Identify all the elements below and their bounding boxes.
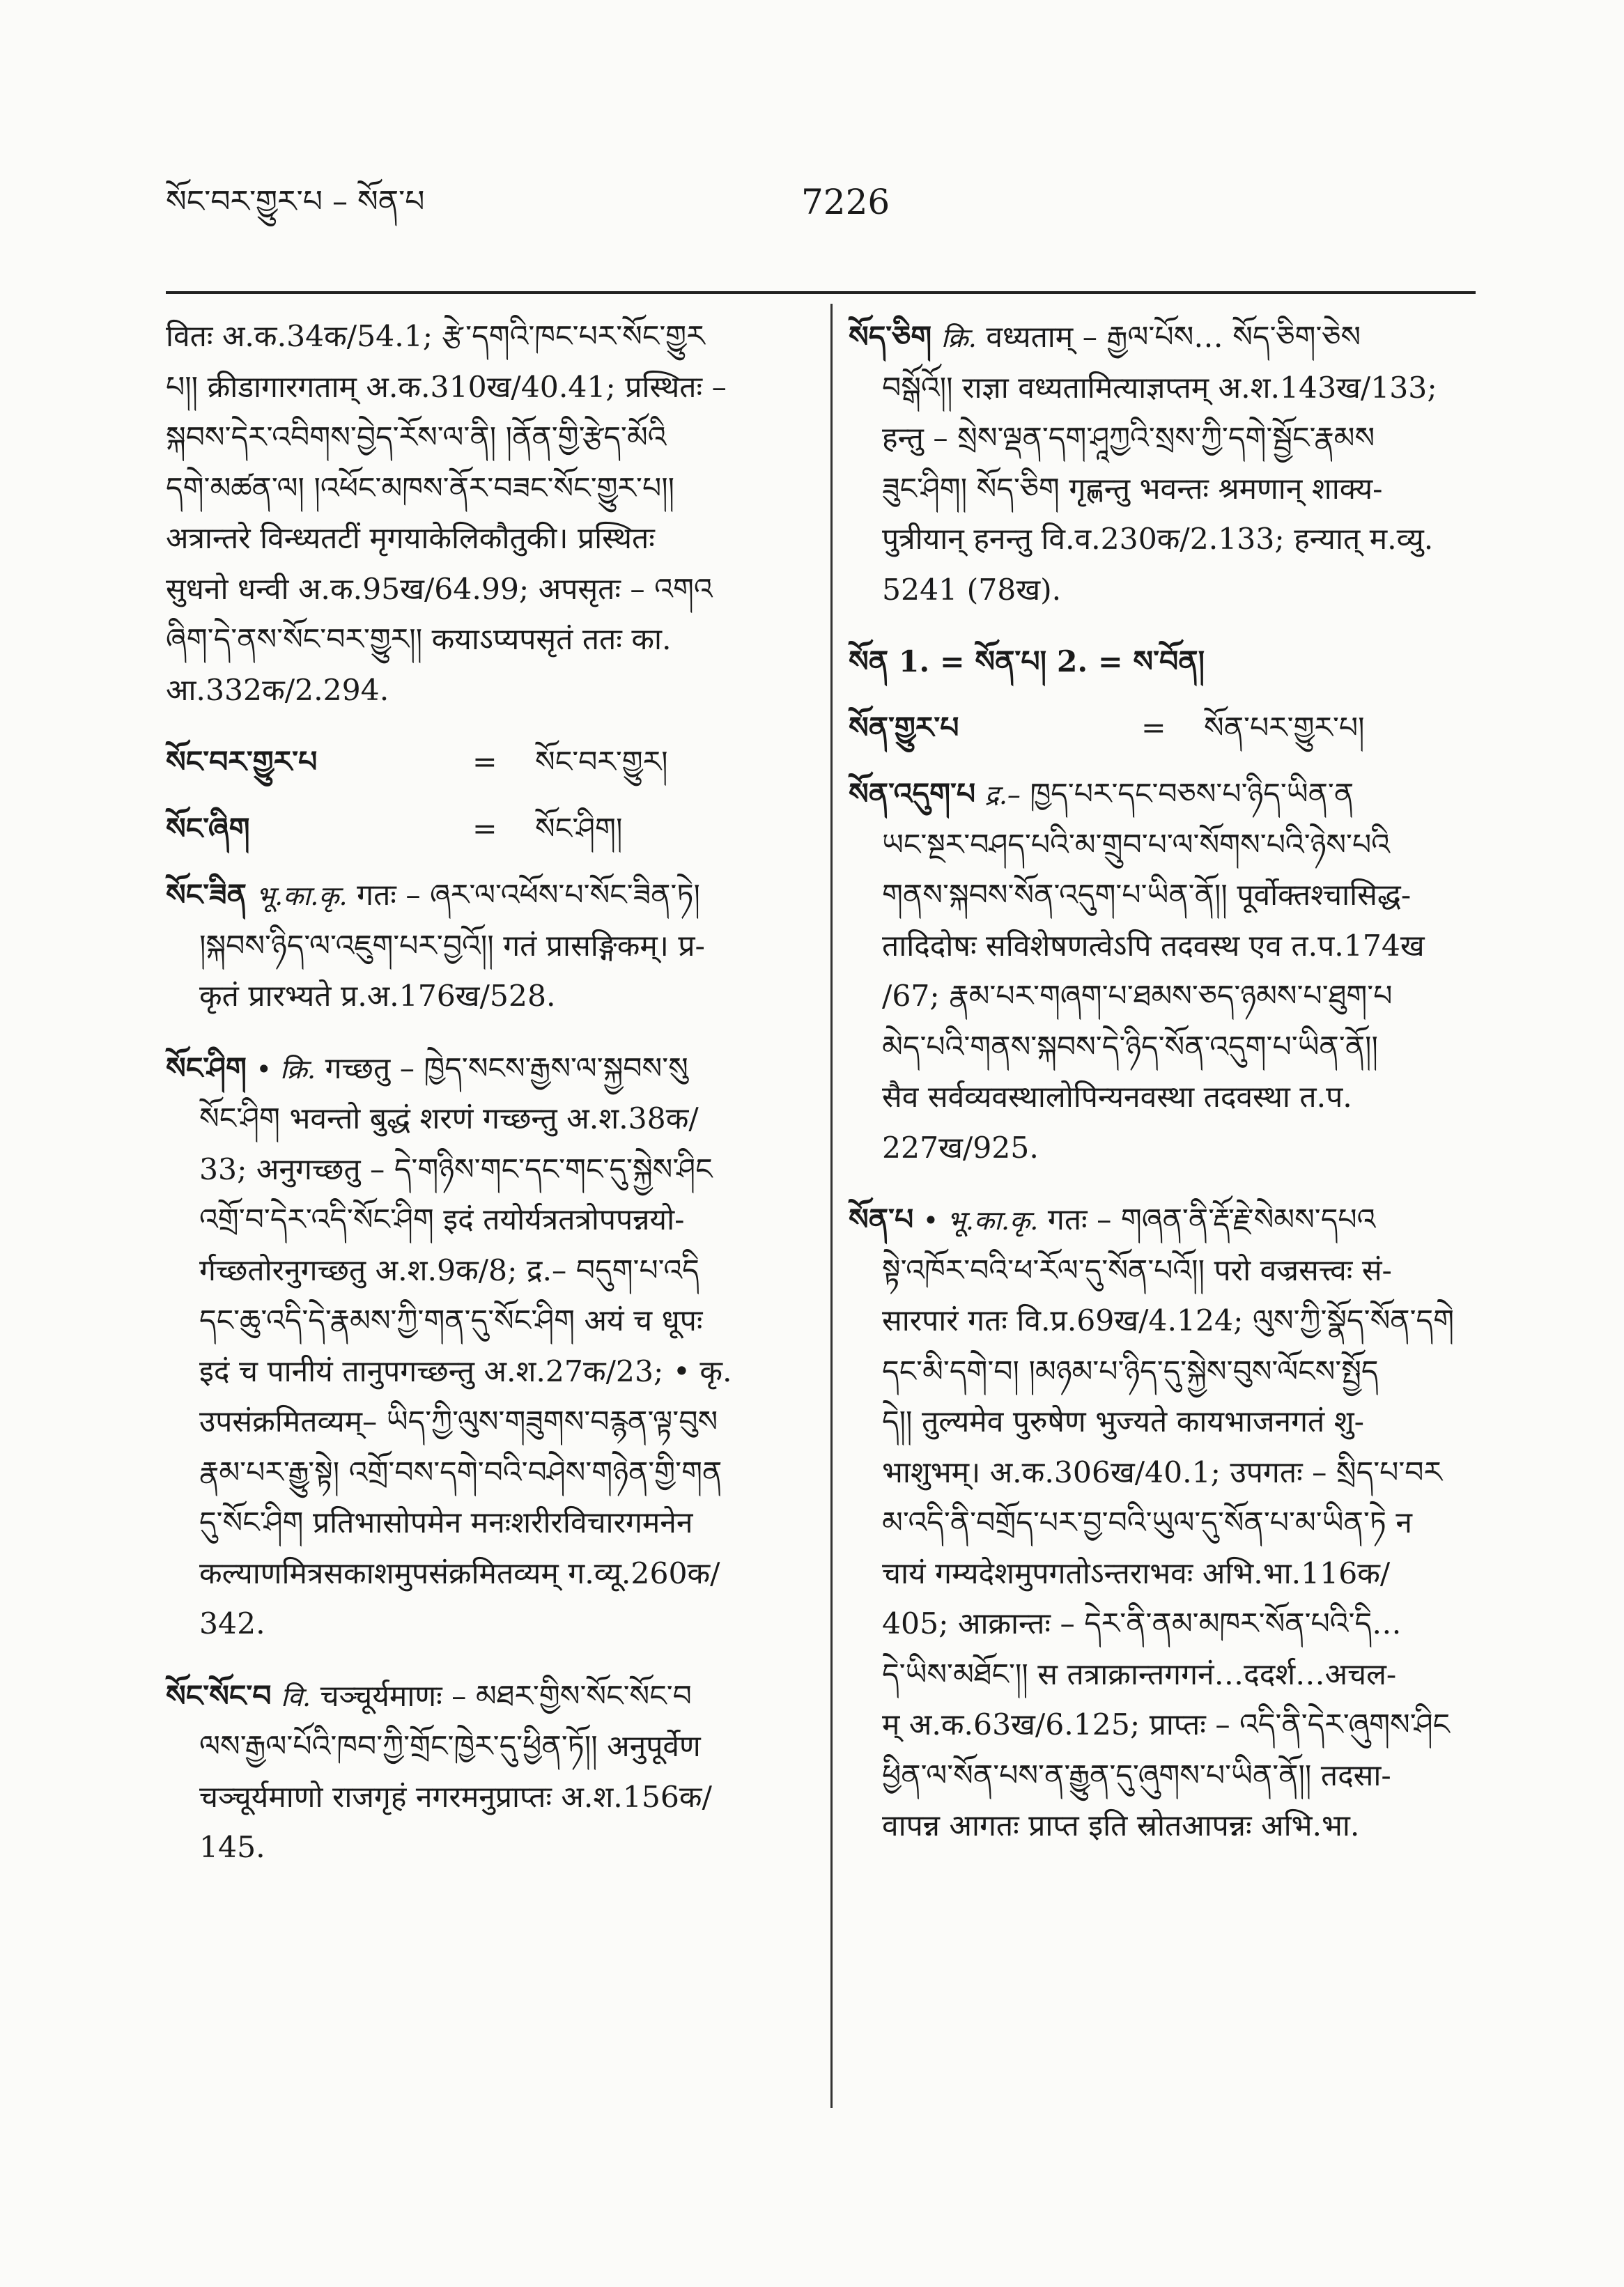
entry-line: पुत्रीयान् हनन्तु वि.व.230क/2.133; हन्यात् म.व्यु. — [882, 522, 1434, 557]
grammar-tag: वि. — [281, 1681, 311, 1712]
xref-target: སོང་བར་གྱུར། — [535, 745, 668, 780]
entry-line: སྟེ་འཁོར་བའི་ཕ་རོལ་དུ་སོན་པའོ།། परो वज्रसत्त्वः सं- — [882, 1253, 1392, 1288]
entry-line: उपसंक्रमितव्यम्– ཡིད་ཀྱི་ལུས་གཟུགས་བརྙན་ལྟ་བུས — [199, 1405, 718, 1439]
entry-text: गच्छतु – ཁྱེད་སངས་རྒྱས་ལ་སྐྱབས་སུ — [325, 1051, 688, 1086]
column-divider — [830, 304, 833, 2108]
entry-line: ཕྱིན་ལ་སོན་པས་ན་རྒྱུན་དུ་ཞུགས་པ་ཡིན་ནོ།། तदसा- — [882, 1758, 1391, 1793]
headword: སོན་པ — [849, 1202, 914, 1237]
entry-line: དགེ་མཚན་ལ། །འཕོང་མཁས་ནོར་བཟང་སོང་གྱུར་པ།། — [166, 471, 675, 506]
grammar-tag: • भू.का.कृ. — [922, 1205, 1039, 1236]
entry-line: དུ་སོང་ཤིག प्रतिभासोपमेन मनःशरीरविचारगमनेन — [199, 1506, 693, 1540]
entry-line: དེ།། तुल्यमेव पुरुषेण भुज्यते कायभाजनगतं शु- — [882, 1405, 1364, 1439]
running-head: སོང་བར་གྱུར་པ – སོན་པ — [166, 184, 425, 219]
grammar-tag: • क्रि. — [256, 1053, 316, 1085]
entry-line: वितः अ.क.34क/54.1; རྩེ་དགའི་ཁང་པར་སོང་གྱུར — [166, 320, 705, 354]
right-column — [849, 312, 1476, 1873]
entry-line: ཡང་སྔར་བཤད་པའི་མ་གྲུབ་པ་ལ་སོགས་པའི་ཉེས་པའི — [882, 828, 1391, 862]
entry-line: 227ख/925. — [882, 1131, 1039, 1165]
entry-text: गतः – གཞན་ནི་རྡོ་རྗེ་སེམས་དཔའ — [1047, 1203, 1376, 1237]
cross-reference — [166, 737, 803, 789]
headword: སོང་ཤིག — [166, 1051, 247, 1086]
cross-reference — [849, 637, 1476, 688]
xref-equals: = — [472, 812, 497, 846]
xref-headword: སོན་གྱུར་པ — [849, 710, 959, 745]
headword: སོང་སོང་བ — [166, 1678, 272, 1714]
entry-line: वापन्न आगतः प्राप्त इति स्रोतआपन्नः अभि.भा. — [882, 1809, 1360, 1843]
entry-line: अत्रान्तरे विन्ध्यतटीं मृगयाकेलिकौतुकी। प्रस्थितः — [166, 522, 655, 556]
entry-line: འགྲོ་བ་དེར་འདི་སོང་ཤིག इदं तयोर्यत्रतत्रोपपन्नयो- — [199, 1203, 685, 1237]
entry-line: म् अ.क.63ख/6.125; प्राप्तः – འདི་ནི་དེར་ཞུགས་ཤིང — [882, 1708, 1451, 1742]
xref-equals: = — [1141, 711, 1166, 745]
entry-first-line — [849, 1195, 1476, 1246]
entry-line: །སྐབས་ཉིད་ལ་འཇུག་པར་བྱའོ།། गतं प्रासङ्गिकम्। प्र- — [199, 929, 705, 963]
left-column — [166, 312, 803, 1895]
entry-line: མ་འདི་ནི་བགྲོད་པར་བྱ་བའི་ཡུལ་དུ་སོན་པ་མ་ཡིན་ཏེ न — [882, 1506, 1412, 1540]
entry-line: 145. — [199, 1831, 265, 1865]
entry-first-line — [166, 1044, 803, 1095]
entry-line: चञ्चूर्यमाणो राजगृहं नगरमनुप्राप्तः अ.श.156क/ — [199, 1780, 712, 1815]
entry-line: सुधनो धन्वी अ.क.95ख/64.99; अपसृतः – འགའ — [166, 572, 713, 607]
entry-line: ཞིག་དེ་ནས་སོང་བར་གྱུར།། कयाऽप्यपसृतं ततः का. — [166, 623, 672, 657]
entry-line: སོང་ཤིག भवन्तो बुद्धं शरणं गच्छन्तु अ.श.38क/ — [199, 1102, 699, 1136]
entry-line: चायं गम्यदेशमुपगतोऽन्तराभवः अभि.भा.116क/ — [882, 1556, 1391, 1591]
xref-target: སོན་པར་གྱུར་པ། — [1204, 711, 1365, 745]
page-number: 7226 — [801, 182, 890, 222]
entry-first-line — [166, 1671, 803, 1723]
entry-line: བསྒོའོ།། राज्ञा वध्यतामित्याज्ञप्तम् अ.श.143ख/133; — [882, 371, 1437, 405]
entry-line: आ.332क/2.294. — [166, 673, 389, 708]
dictionary-entry — [166, 1671, 803, 1874]
entry-continuation — [166, 312, 803, 716]
cross-reference — [166, 804, 803, 855]
entry-line: རྣམ་པར་རྒྱུ་སྟེ། འགྲོ་བས་དགེ་བའི་བཤེས་གཉེན་གྱི་གན — [199, 1455, 722, 1490]
entry-line: हन्तु – སྲེས་ལྡན་དག་ཤཱཀྱའི་སྲས་ཀྱི་དགེ་སྦྱོང་རྣམས — [882, 421, 1375, 456]
entry-line: सारपारं गतः वि.प्र.69ख/4.124; ལུས་ཀྱི་སྣོད་སོན་དགེ — [882, 1304, 1455, 1338]
entry-first-line — [849, 312, 1476, 364]
grammar-tag: द्र.– — [984, 780, 1021, 810]
entry-line: कल्याणमित्रसकाशमुपसंक्रमितव्यम् ग.व्यू.260क/ — [199, 1556, 720, 1591]
dictionary-entry — [849, 312, 1476, 616]
dictionary-entry — [849, 1195, 1476, 1852]
entry-first-line — [849, 769, 1476, 821]
entry-line: པ།། क्रीडागारगताम् अ.क.310ख/40.41; प्रस्थितः – — [166, 370, 727, 405]
xref-equals: = — [472, 745, 497, 780]
dictionary-entry — [166, 870, 803, 1023]
entry-line: གནས་སྐབས་སོན་འདུག་པ་ཡིན་ནོ།། पूर्वोक्तश्चासिद्ध- — [882, 878, 1412, 913]
entry-line: དང་མི་དགེ་བ། །མཉམ་པ་ཉིད་དུ་སྐྱེས་བུས་ལོངས་སྤྱོད — [882, 1354, 1379, 1389]
entry-text: ཁྱད་པར་དང་བཅས་པ་ཉིད་ཡིན་ན — [1030, 777, 1354, 812]
entry-line: तादिदोषः सविशेषणत्वेऽपि तदवस्थ एव त.प.174ख — [882, 929, 1425, 963]
dictionary-entry — [166, 1044, 803, 1650]
entry-line: མེད་པའི་གནས་སྐབས་དེ་ཉིད་སོན་འདུག་པ་ཡིན་ནོ།། — [882, 1030, 1378, 1064]
entry-line: 33; अनुगच्छतु – དེ་གཉིས་གང་དང་གང་དུ་སྐྱེས་ཤིང — [199, 1152, 713, 1187]
entry-line: कृतं प्रारभ्यते प्र.अ.176ख/528. — [199, 979, 556, 1014]
entry-line: ལས་རྒྱལ་པོའི་ཁབ་ཀྱི་གྲོང་ཁྱེར་དུ་ཕྱིན་ཏོ།། अनुपूर्वेण — [199, 1730, 701, 1764]
entry-line: 342. — [199, 1607, 265, 1641]
grammar-tag: भू.का.कृ. — [256, 881, 348, 911]
xref-headword: སོང་ཞིག — [166, 811, 250, 846]
entry-line: र्गच्छतोरनुगच्छतु अ.श.9क/8; द्र.– བདུག་པ་འདི — [199, 1253, 699, 1288]
entry-line: /67; རྣམ་པར་གཞག་པ་ཐམས་ཅད་ཉམས་པ་ཐུག་པ — [882, 979, 1393, 1014]
entry-line: 405; आक्रान्तः – དེར་ནི་ནམ་མཁར་སོན་པའི་དི… — [882, 1607, 1402, 1641]
entry-line: सैव सर्वव्यवस्थालोपिन्यनवस्था तदवस्था त.प. — [882, 1080, 1352, 1115]
grammar-tag: क्रि. — [941, 323, 977, 353]
entry-line: इदं च पानीयं तानुपगच्छन्तु अ.श.27क/23; • कृ. — [199, 1354, 732, 1389]
entry-text: चञ्चूर्यमाणः – མཐར་གྱིས་སོང་སོང་བ — [320, 1679, 692, 1714]
entry-line: སྐབས་དེར་འབིགས་བྱེད་རོས་ལ་ནི། །ནོན་གྱི་རྩེད་མོའི — [166, 421, 667, 455]
entry-line: 5241 (78ख). — [882, 573, 1062, 607]
cross-reference — [849, 703, 1476, 754]
entry-line: དེ་ཡིས་མཐོང་།། स तत्राक्रान्तगगनं…ददर्श…अचल- — [882, 1657, 1397, 1692]
headword: སོང་ཟིན — [166, 878, 247, 913]
xref-headword: སོན 1. = སོན་པ། 2. = ས་བོན། — [849, 644, 1205, 679]
headword: སོན་འདུག་པ — [849, 777, 976, 812]
entry-line: དང་ཆུ་འདི་དེ་རྣམས་ཀྱི་གན་དུ་སོང་ཤིག अयं च धूपः — [199, 1304, 703, 1338]
entry-text: वध्यताम् – རྒྱལ་པོས… སོད་ཅིག་ཅེས — [986, 320, 1361, 355]
xref-headword: སོང་བར་གྱུར་པ — [166, 745, 318, 780]
entry-text: गतः – ཞར་ལ་འཕོས་པ་སོང་ཟིན་ཏེ། — [357, 878, 700, 913]
entry-line: ཟུང་ཤིག། སོད་ཅིག गृह्णन्तु भवन्तः श्रमणान् शाक्य- — [882, 472, 1383, 506]
entry-first-line — [166, 870, 803, 922]
entry-line: भाशुभम्। अ.क.306ख/40.1; उपगतः – སྲིད་པ་བར — [882, 1455, 1443, 1490]
xref-target: སོང་ཤིག། — [535, 812, 623, 846]
dictionary-entry — [849, 769, 1476, 1174]
header-rule — [166, 291, 1476, 294]
headword: སོད་ཅིག — [849, 320, 932, 355]
